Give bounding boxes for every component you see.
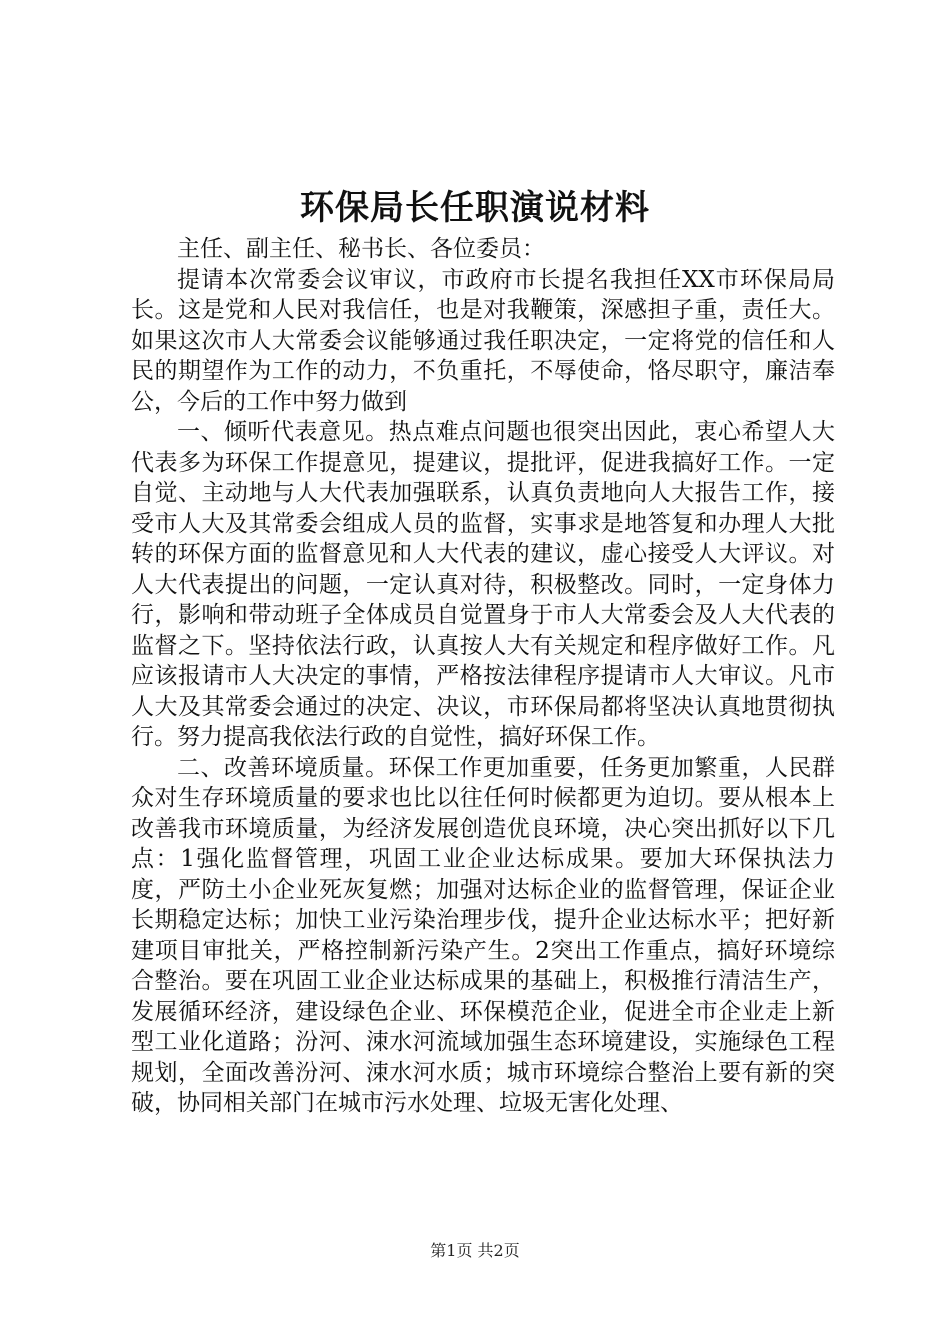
- document-title: 环保局长任职演说材料: [300, 188, 650, 228]
- paragraph-section-2: 二、改善环境质量。环保工作更加重要，任务更加繁重，人民群众对生存环境质量的要求也比以往任何时候都更为迫切。要从根本上改善我市环境质量，为经济发展创造优良环境，决心突出抓好以下几点：1强化监督管理，巩固工业企业达标成果。要加大环保执法力度，严防土小企业死灰复燃；加强对达标企业的监督管理，保证企业长期稳定达标；加快工业污染治理步伐，提升企业达标水平；把好新建项目审批关，严格控制新污染产生。2突出工作重点，搞好环境综合整治。要在巩固工业企业达标成果的基础上，积极推行清洁生产，发展循环经济，建设绿色企业、环保模范企业，促进全市企业走上新型工业化道路；汾河、涑水河流域加强生态环境建设，实施绿色工程规划，全面改善汾河、涑水河水质；城市环境综合整治上要有新的突破，协同相关部门在城市污水处理、垃圾无害化处理、: [131, 754, 835, 1116]
- paragraph-intro: 提请本次常委会议审议，市政府市长提名我担任XX市环保局局长。这是党和人民对我信任，也是对我鞭策，深感担子重，责任大。如果这次市人大常委会议能够通过我任职决定，一定将党的信任和人民的期望作为工作的动力，不负重托，不辱使命，恪尽职守，廉洁奉公，今后的工作中努力做到: [131, 266, 835, 415]
- document-body: [131, 234, 835, 1119]
- page-number-footer: 第1页 共2页: [430, 1241, 520, 1260]
- salutation: 主任、副主任、秘书长、各位委员：: [177, 236, 545, 262]
- paragraph-section-1: 一、倾听代表意见。热点难点问题也很突出因此，衷心希望人大代表多为环保工作提意见，提建议，提批评，促进我搞好工作。一定自觉、主动地与人大代表加强联系，认真负责地向人大报告工作，接受市人大及其常委会组成人员的监督，实事求是地答复和办理人大批转的环保方面的监督意见和人大代表的建议，虚心接受人大评议。对人大代表提出的问题，一定认真对待，积极整改。同时，一定身体力行，影响和带动班子全体成员自觉置身于市人大常委会及人大代表的监督之下。坚持依法行政，认真按人大有关规定和程序做好工作。凡应该报请市人大决定的事情，严格按法律程序提请市人大审议。凡市人大及其常委会通过的决定、决议，市环保局都将坚决认真地贯彻执行。努力提高我依法行政的自觉性，搞好环保工作。: [131, 419, 835, 750]
